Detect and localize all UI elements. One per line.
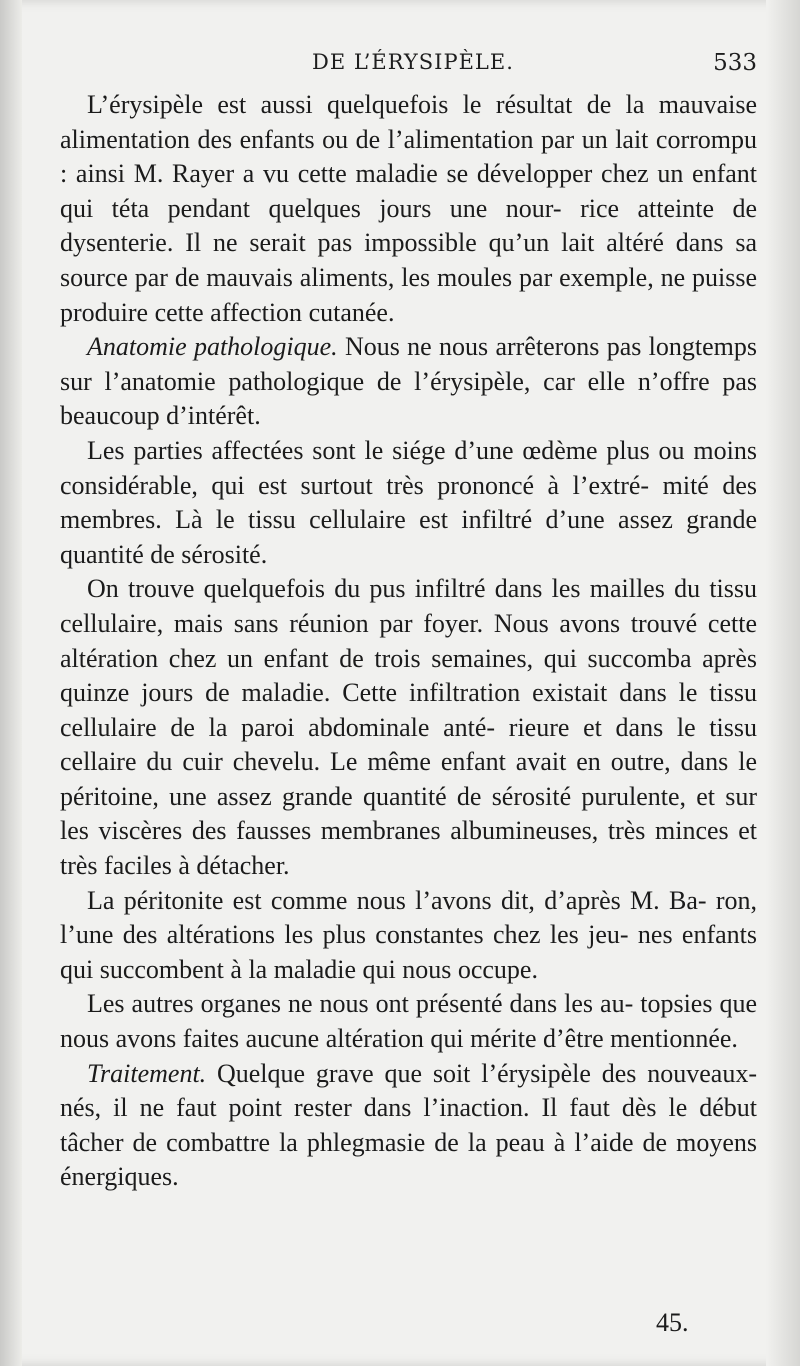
text-line: à détacher. (178, 851, 290, 881)
text-line: trouvé cette altération chez un enfant de trois semaines, qui (60, 608, 757, 673)
text-line: corrompu : ainsi M. Rayer a vu cette maladie se développer (60, 124, 758, 189)
text-line: ron, l’une des altérations les plus constantes chez les jeu- (60, 885, 757, 950)
text-line: mité des membres. Là le tissu cellulaire est infiltré d’une (60, 470, 758, 535)
text-line: enfant avait en outre, dans le péritoine, une assez grande (60, 747, 757, 811)
paragraph-anatomie (60, 330, 757, 434)
text-line: alimentation des enfants ou de l’alimentation par un lait (60, 124, 649, 154)
text-line: Les parties affectées sont le siége d’une œdème plus ou (87, 435, 685, 465)
page-number: 533 (713, 50, 757, 76)
text-line: succomba après quinze jours de maladie. Cette infiltration (60, 643, 757, 708)
text-line: Quelque grave que soit l’érysipèle des (206, 1058, 637, 1088)
running-head: DE L’ÉRYSIPÈLE. (312, 50, 514, 74)
body-text (60, 88, 757, 1195)
section-heading-anatomie: Anatomie pathologique. (87, 332, 338, 362)
text-line: quantité de sérosité purulente, et sur les viscères des (60, 781, 758, 846)
text-line: chez un enfant qui téta pendant quelques jours une nour- (60, 159, 757, 223)
text-line: cutanée. (308, 297, 395, 327)
paragraph (60, 572, 757, 883)
text-line: longtemps sur l’anatomie pathologique de l’érysipèle, car (60, 332, 758, 396)
text-line: rieure et dans le tissu cellaire du cuir chevelu. Le même (60, 712, 757, 777)
text-line: Nous ne nous arrêterons pas (337, 332, 642, 362)
text-line: nouveaux-nés, il ne faut point rester dans l’inaction. Il faut (60, 1058, 757, 1123)
paragraph (60, 88, 757, 330)
text-line: dès le début tâcher de combattre la phlegmasie de la peau (60, 1093, 757, 1157)
text-line: nes enfants qui succombent à la maladie qui nous occupe. (60, 920, 757, 984)
text-line: les moules par exemple, ne puisse produire cette affection (60, 262, 758, 327)
text-line: existait dans le tissu cellulaire de la paroi abdominale anté- (60, 678, 758, 742)
text-line: Les autres organes ne nous ont présenté dans les au- (87, 989, 634, 1019)
paragraph (60, 987, 757, 1056)
page-gutter-shadow (0, 0, 22, 1366)
text-line: L’érysipèle est aussi quelquefois le résultat de la mauvaise (87, 90, 757, 119)
text-line: On trouve quelquefois du pus infiltré dans les mailles du (87, 574, 701, 604)
text-line: La péritonite est comme nous l’avons dit, d’après M. Ba- (87, 885, 707, 915)
paragraph-traitement (60, 1057, 757, 1195)
paragraph (60, 884, 757, 988)
text-line: qu’un lait altéré dans sa source par de mauvais aliments, (60, 228, 757, 292)
section-heading-traitement: Traitement. (87, 1058, 207, 1088)
text-line: fausses membranes albumineuses, très minces et très faciles (60, 816, 758, 881)
page-header (62, 46, 757, 80)
signature-mark: 45. (656, 1308, 689, 1337)
text-line: topsies que nous avons faites aucune altération qui mérite (60, 989, 757, 1054)
text-line: elle n’offre pas beaucoup d’intérêt. (60, 366, 758, 431)
page-edge-shadow (766, 0, 800, 1366)
text-line: moins considérable, qui est surtout très prononcé à l’extré- (60, 435, 757, 500)
paragraph (60, 434, 757, 572)
text-line: d’être mentionnée. (543, 1024, 738, 1054)
text-line: rice atteinte de dysenterie. Il ne serait pas impossible (60, 193, 758, 258)
text-line: assez grande quantité de sérosité. (60, 505, 757, 569)
text-line: à l’aide de moyens énergiques. (60, 1127, 757, 1192)
text-line: tissu cellulaire, mais sans réunion par foyer. Nous avons (60, 574, 757, 638)
